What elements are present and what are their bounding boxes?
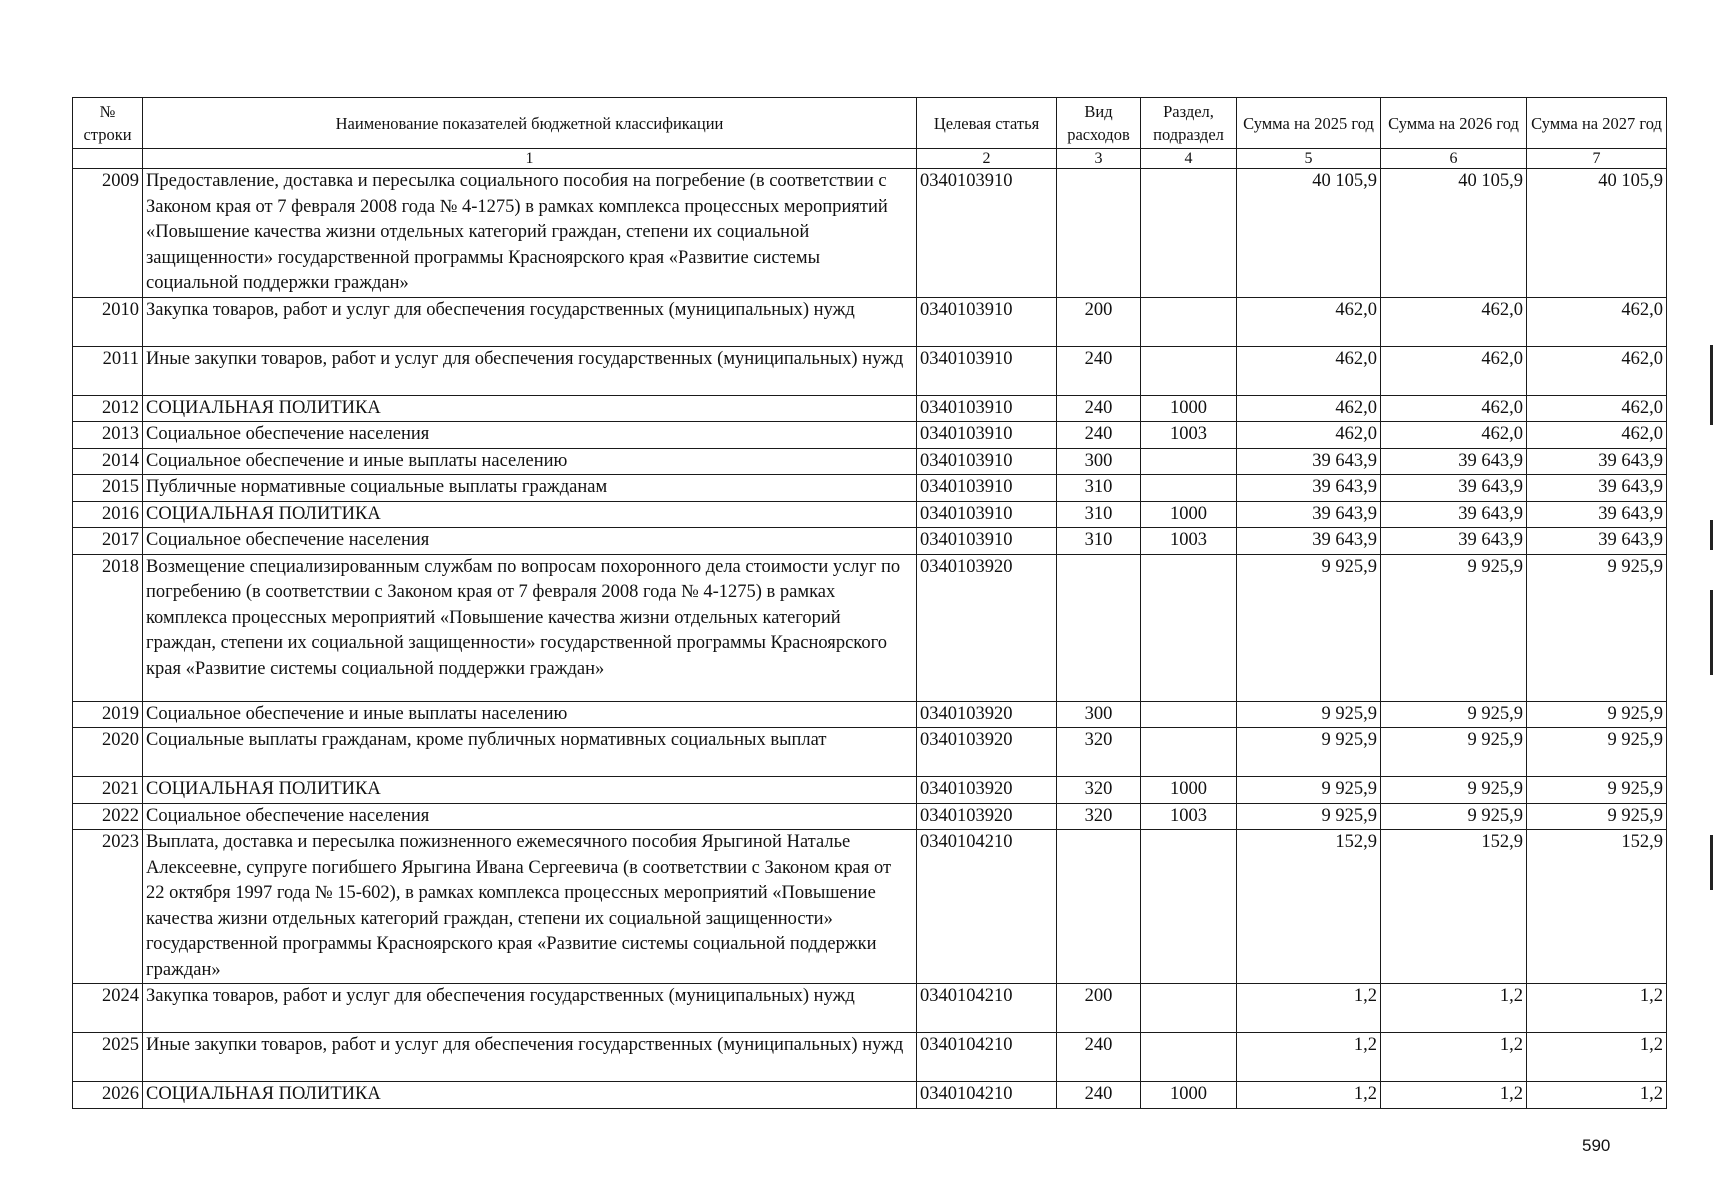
table-row: [73, 1082, 1667, 1109]
row-sum-2027: 39 643,9: [1527, 448, 1667, 475]
row-number: 2025: [73, 1033, 143, 1082]
table-row: [73, 346, 1667, 395]
row-expense-type: 320: [1057, 777, 1141, 804]
row-sum-2025: 462,0: [1237, 422, 1381, 449]
row-sum-2027: 1,2: [1527, 984, 1667, 1033]
row-sum-2025: 462,0: [1237, 395, 1381, 422]
row-name: Социальное обеспечение населения: [143, 528, 917, 555]
row-expense-type: 310: [1057, 528, 1141, 555]
table-row: [73, 984, 1667, 1033]
header-name: Наименование показателей бюджетной классификации: [143, 98, 917, 149]
row-number: 2011: [73, 346, 143, 395]
row-sum-2027: 39 643,9: [1527, 501, 1667, 528]
row-sum-2025: 462,0: [1237, 346, 1381, 395]
scan-edge-mark: [1710, 345, 1713, 425]
header-section: Раздел, подраздел: [1141, 98, 1237, 149]
table-row: [73, 528, 1667, 555]
row-sum-2026: 39 643,9: [1381, 448, 1527, 475]
row-sum-2025: 39 643,9: [1237, 475, 1381, 502]
row-expense-type: [1057, 169, 1141, 298]
row-sum-2025: 9 925,9: [1237, 803, 1381, 830]
table-row: [73, 475, 1667, 502]
table-row: [73, 501, 1667, 528]
row-section: 1000: [1141, 1082, 1237, 1109]
row-number: 2019: [73, 701, 143, 728]
row-number: 2023: [73, 830, 143, 984]
row-number: 2009: [73, 169, 143, 298]
row-sum-2025: 462,0: [1237, 297, 1381, 346]
row-expense-type: [1057, 830, 1141, 984]
header-row-no: № строки: [73, 98, 143, 149]
row-sum-2027: 462,0: [1527, 346, 1667, 395]
row-target-article: 0340103920: [917, 777, 1057, 804]
row-sum-2026: 1,2: [1381, 984, 1527, 1033]
row-sum-2026: 9 925,9: [1381, 803, 1527, 830]
row-name: Иные закупки товаров, работ и услуг для обеспечения государственных (муниципальных) нужд: [143, 1033, 917, 1082]
row-sum-2026: 39 643,9: [1381, 528, 1527, 555]
column-number: 6: [1381, 149, 1527, 169]
row-expense-type: 240: [1057, 1033, 1141, 1082]
scan-edge-mark: [1710, 590, 1713, 675]
row-sum-2027: 39 643,9: [1527, 475, 1667, 502]
row-sum-2026: 39 643,9: [1381, 475, 1527, 502]
row-target-article: 0340103920: [917, 701, 1057, 728]
row-number: 2024: [73, 984, 143, 1033]
row-target-article: 0340103920: [917, 728, 1057, 777]
row-number: 2014: [73, 448, 143, 475]
header-sum-2026: Сумма на 2026 год: [1381, 98, 1527, 149]
row-section: [1141, 448, 1237, 475]
row-section: 1000: [1141, 501, 1237, 528]
scan-edge-mark: [1710, 835, 1713, 890]
row-sum-2027: 9 925,9: [1527, 803, 1667, 830]
column-numbers-row: [73, 149, 1667, 169]
column-number: 3: [1057, 149, 1141, 169]
row-target-article: 0340103910: [917, 422, 1057, 449]
row-name: Иные закупки товаров, работ и услуг для обеспечения государственных (муниципальных) нужд: [143, 346, 917, 395]
column-number: 5: [1237, 149, 1381, 169]
row-sum-2027: 1,2: [1527, 1033, 1667, 1082]
table-row: [73, 448, 1667, 475]
row-sum-2026: 9 925,9: [1381, 728, 1527, 777]
table-row: [73, 728, 1667, 777]
row-sum-2026: 9 925,9: [1381, 701, 1527, 728]
column-number: 7: [1527, 149, 1667, 169]
row-target-article: 0340103910: [917, 501, 1057, 528]
row-number: 2021: [73, 777, 143, 804]
row-expense-type: [1057, 554, 1141, 701]
row-number: 2017: [73, 528, 143, 555]
row-name: Закупка товаров, работ и услуг для обеспечения государственных (муниципальных) нужд: [143, 297, 917, 346]
row-sum-2027: 40 105,9: [1527, 169, 1667, 298]
row-sum-2027: 9 925,9: [1527, 728, 1667, 777]
row-name: Социальное обеспечение населения: [143, 803, 917, 830]
row-target-article: 0340103910: [917, 169, 1057, 298]
row-target-article: 0340103910: [917, 346, 1057, 395]
row-section: [1141, 554, 1237, 701]
row-name: Предоставление, доставка и пересылка социального пособия на погребение (в соответствии с Законом края от 7 февраля 2008 года № 4-1275) в рамках комплекса процессных мероприятий «Повышение качества жизни отдельных категорий граждан, степени их социальной защищенности» государственной программы Красноярского края «Развитие системы социальной поддержки граждан»: [143, 169, 917, 298]
row-number: 2013: [73, 422, 143, 449]
row-sum-2025: 39 643,9: [1237, 528, 1381, 555]
row-target-article: 0340103910: [917, 297, 1057, 346]
page-number: 590: [1582, 1136, 1611, 1155]
row-target-article: 0340103920: [917, 554, 1057, 701]
row-name: СОЦИАЛЬНАЯ ПОЛИТИКА: [143, 501, 917, 528]
row-sum-2025: 39 643,9: [1237, 448, 1381, 475]
row-sum-2025: 1,2: [1237, 984, 1381, 1033]
row-sum-2027: 1,2: [1527, 1082, 1667, 1109]
row-number: 2022: [73, 803, 143, 830]
row-section: [1141, 830, 1237, 984]
row-expense-type: 320: [1057, 728, 1141, 777]
row-expense-type: 320: [1057, 803, 1141, 830]
row-expense-type: 310: [1057, 501, 1141, 528]
row-sum-2027: 462,0: [1527, 422, 1667, 449]
row-sum-2027: 152,9: [1527, 830, 1667, 984]
row-section: [1141, 728, 1237, 777]
row-sum-2027: 462,0: [1527, 297, 1667, 346]
row-name: Выплата, доставка и пересылка пожизненного ежемесячного пособия Ярыгиной Наталье Алексеевне, супруге погибшего Ярыгина Ивана Сергеевича (в соответствии с Законом края от 22 октября 1997 года № 15-602), в рамках комплекса процессных мероприятий «Повышение качества жизни отдельных категорий граждан, степени их социальной защищенности» государственной программы Красноярского края «Развитие системы социальной поддержки граждан»: [143, 830, 917, 984]
row-section: [1141, 1033, 1237, 1082]
row-sum-2025: 152,9: [1237, 830, 1381, 984]
header-row: [73, 98, 1667, 149]
row-sum-2026: 1,2: [1381, 1082, 1527, 1109]
row-sum-2027: 462,0: [1527, 395, 1667, 422]
row-name: СОЦИАЛЬНАЯ ПОЛИТИКА: [143, 1082, 917, 1109]
budget-table: [72, 97, 1667, 1109]
row-section: [1141, 346, 1237, 395]
row-number: 2016: [73, 501, 143, 528]
row-section: [1141, 297, 1237, 346]
row-sum-2027: 39 643,9: [1527, 528, 1667, 555]
table-row: [73, 297, 1667, 346]
row-sum-2027: 9 925,9: [1527, 701, 1667, 728]
row-target-article: 0340104210: [917, 1033, 1057, 1082]
row-expense-type: 240: [1057, 346, 1141, 395]
row-sum-2025: 1,2: [1237, 1082, 1381, 1109]
column-number: 1: [143, 149, 917, 169]
row-target-article: 0340104210: [917, 984, 1057, 1033]
table-row: [73, 777, 1667, 804]
row-expense-type: 300: [1057, 448, 1141, 475]
row-expense-type: 240: [1057, 395, 1141, 422]
column-number: [73, 149, 143, 169]
row-section: 1000: [1141, 395, 1237, 422]
row-name: Социальное обеспечение населения: [143, 422, 917, 449]
table-row: [73, 1033, 1667, 1082]
row-sum-2025: 9 925,9: [1237, 554, 1381, 701]
row-sum-2026: 152,9: [1381, 830, 1527, 984]
row-number: 2018: [73, 554, 143, 701]
table-row: [73, 395, 1667, 422]
header-sum-2027: Сумма на 2027 год: [1527, 98, 1667, 149]
header-target-article: Целевая статья: [917, 98, 1057, 149]
row-sum-2025: 9 925,9: [1237, 701, 1381, 728]
row-sum-2025: 40 105,9: [1237, 169, 1381, 298]
row-number: 2012: [73, 395, 143, 422]
row-number: 2020: [73, 728, 143, 777]
header-expense-type: Вид расходов: [1057, 98, 1141, 149]
row-name: Публичные нормативные социальные выплаты гражданам: [143, 475, 917, 502]
column-number: 2: [917, 149, 1057, 169]
row-expense-type: 240: [1057, 422, 1141, 449]
row-section: 1000: [1141, 777, 1237, 804]
row-sum-2026: 9 925,9: [1381, 777, 1527, 804]
table-row: [73, 554, 1667, 701]
row-expense-type: 300: [1057, 701, 1141, 728]
row-sum-2025: 1,2: [1237, 1033, 1381, 1082]
table-row: [73, 830, 1667, 984]
row-name: СОЦИАЛЬНАЯ ПОЛИТИКА: [143, 777, 917, 804]
row-sum-2025: 39 643,9: [1237, 501, 1381, 528]
row-sum-2026: 462,0: [1381, 395, 1527, 422]
row-name: Социальные выплаты гражданам, кроме публичных нормативных социальных выплат: [143, 728, 917, 777]
row-number: 2010: [73, 297, 143, 346]
row-section: [1141, 169, 1237, 298]
row-expense-type: 200: [1057, 984, 1141, 1033]
row-target-article: 0340103910: [917, 395, 1057, 422]
row-sum-2026: 462,0: [1381, 297, 1527, 346]
row-section: [1141, 701, 1237, 728]
scan-edge-mark: [1710, 520, 1713, 550]
row-sum-2026: 9 925,9: [1381, 554, 1527, 701]
row-sum-2026: 40 105,9: [1381, 169, 1527, 298]
row-name: Возмещение специализированным службам по вопросам похоронного дела стоимости услуг по погребению (в соответствии с Законом края от 7 февраля 2008 года № 4-1275) в рамках комплекса процессных мероприятий «Повышение качества жизни отдельных категорий граждан, степени их социальной защищенности» государственной программы Красноярского края «Развитие системы социальной поддержки граждан»: [143, 554, 917, 701]
table-row: [73, 169, 1667, 298]
row-name: Социальное обеспечение и иные выплаты населению: [143, 448, 917, 475]
table-row: [73, 701, 1667, 728]
row-sum-2025: 9 925,9: [1237, 728, 1381, 777]
column-number: 4: [1141, 149, 1237, 169]
row-section: 1003: [1141, 803, 1237, 830]
row-target-article: 0340103910: [917, 528, 1057, 555]
table-row: [73, 422, 1667, 449]
row-expense-type: 240: [1057, 1082, 1141, 1109]
row-expense-type: 310: [1057, 475, 1141, 502]
row-section: [1141, 475, 1237, 502]
row-sum-2026: 462,0: [1381, 422, 1527, 449]
header-sum-2025: Сумма на 2025 год: [1237, 98, 1381, 149]
row-section: 1003: [1141, 422, 1237, 449]
row-section: 1003: [1141, 528, 1237, 555]
row-sum-2027: 9 925,9: [1527, 554, 1667, 701]
row-target-article: 0340103910: [917, 448, 1057, 475]
table-row: [73, 803, 1667, 830]
row-name: СОЦИАЛЬНАЯ ПОЛИТИКА: [143, 395, 917, 422]
row-sum-2027: 9 925,9: [1527, 777, 1667, 804]
row-sum-2026: 462,0: [1381, 346, 1527, 395]
row-number: 2026: [73, 1082, 143, 1109]
row-sum-2026: 39 643,9: [1381, 501, 1527, 528]
row-number: 2015: [73, 475, 143, 502]
row-name: Социальное обеспечение и иные выплаты населению: [143, 701, 917, 728]
row-target-article: 0340104210: [917, 1082, 1057, 1109]
row-target-article: 0340104210: [917, 830, 1057, 984]
row-target-article: 0340103910: [917, 475, 1057, 502]
table-body: [73, 149, 1667, 1109]
row-section: [1141, 984, 1237, 1033]
row-sum-2026: 1,2: [1381, 1033, 1527, 1082]
row-name: Закупка товаров, работ и услуг для обеспечения государственных (муниципальных) нужд: [143, 984, 917, 1033]
row-sum-2025: 9 925,9: [1237, 777, 1381, 804]
row-target-article: 0340103920: [917, 803, 1057, 830]
row-expense-type: 200: [1057, 297, 1141, 346]
